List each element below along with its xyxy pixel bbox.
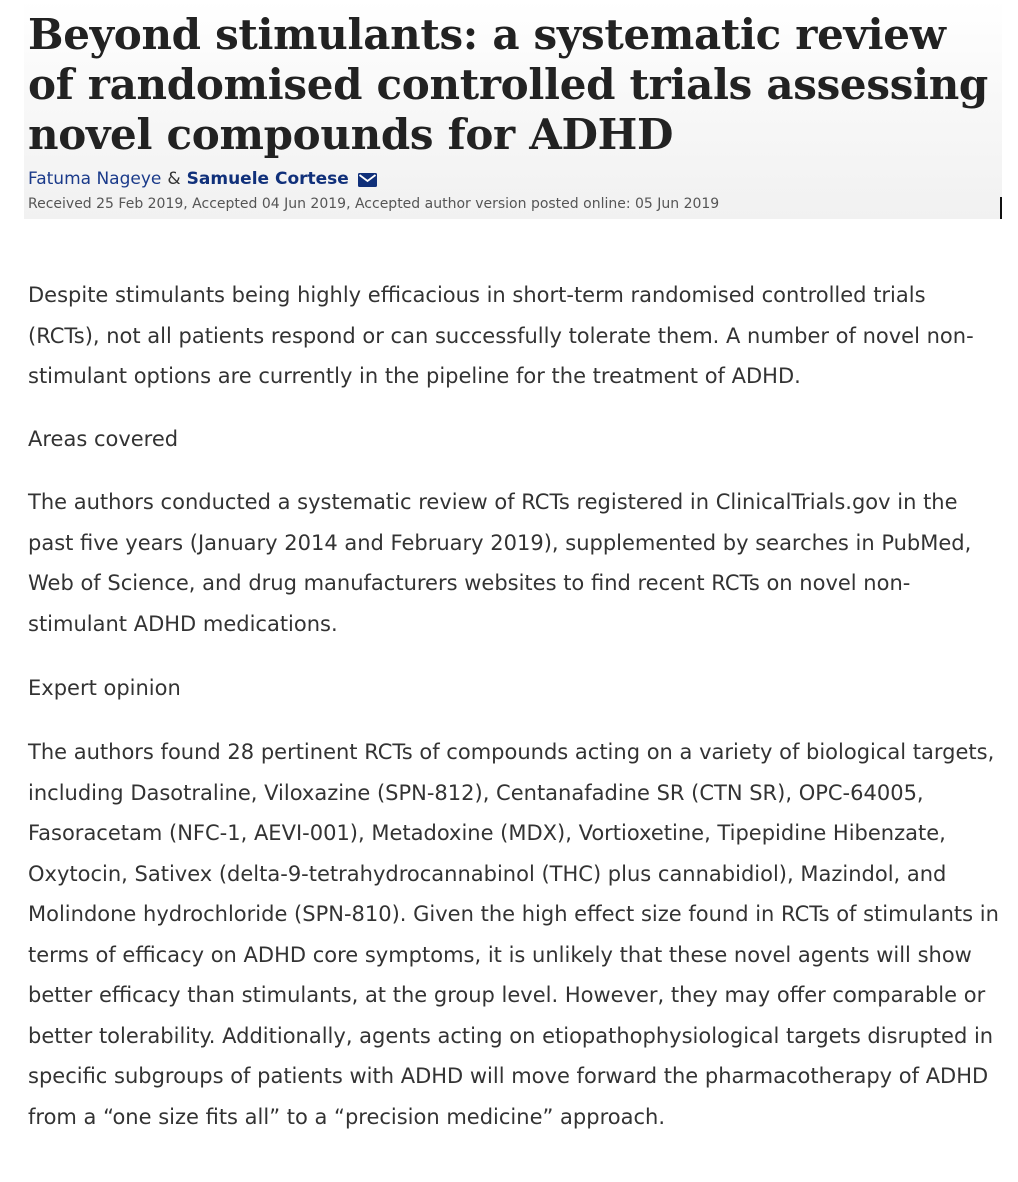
abstract-background: Despite stimulants being highly efficacious in short-term randomised controlled trials (RCTs), not all patients respond or can successfully tolerate them. A number of novel non-stimulant options are currently in the pipeline for the treatment of ADHD. [28,283,974,388]
publication-dates: Received 25 Feb 2019, Accepted 04 Jun 2019, Accepted author version posted online: 05 Jun 2019 [28,196,720,212]
section-heading-areas-covered: Areas covered [28,427,179,451]
author-separator: & [167,169,181,189]
section-heading-expert-opinion: Expert opinion [28,676,181,700]
envelope-icon[interactable] [358,170,377,194]
author-link-cortese[interactable]: Samuele Cortese [186,169,349,189]
abstract-areas-covered: The authors conducted a systematic review of RCTs registered in ClinicalTrials.gov in the past five years (January 2014 and February 2019), supplemented by searches in PubMed, Web of Science, and drug manufacturers websites to find recent RCTs on novel non-stimulant ADHD medications. [28,490,972,636]
article-header [24,0,1002,219]
abstract-expert-opinion: The authors found 28 pertinent RCTs of compounds acting on a variety of biological targets, including Dasotraline, Viloxazine (SPN-812), Centanafadine SR (CTN SR), OPC-64005, Fasoracetam (NFC-1, AEVI-001), Metadoxine (MDX), Vortioxetine, Tipepidine Hibenzate, Oxytocin, Sativex (delta-9-tetrahydrocannabinol (THC) plus cannabidiol), Mazindol, and Molindone hydrochloride (SPN-810). Given the high effect size found in RCTs of stimulants in terms of efficacy on ADHD core symptoms, it is unlikely that these novel agents will show better efficacy than stimulants, at the group level. However, they may offer comparable or better tolerability. Additionally, agents acting on etiopathophysiological targets disrupted in specific subgroups of patients with ADHD will move forward the pharmacotherapy of ADHD from a “one size fits all” to a “precision medicine” approach. [28,740,999,1129]
author-list [28,167,377,194]
text-cursor [1000,197,1002,219]
author-link-nageye[interactable]: Fatuma Nageye [28,169,162,189]
article-title: Beyond stimulants: a systematic review of randomised controlled trials assessing novel compounds for ADHD [28,10,988,159]
